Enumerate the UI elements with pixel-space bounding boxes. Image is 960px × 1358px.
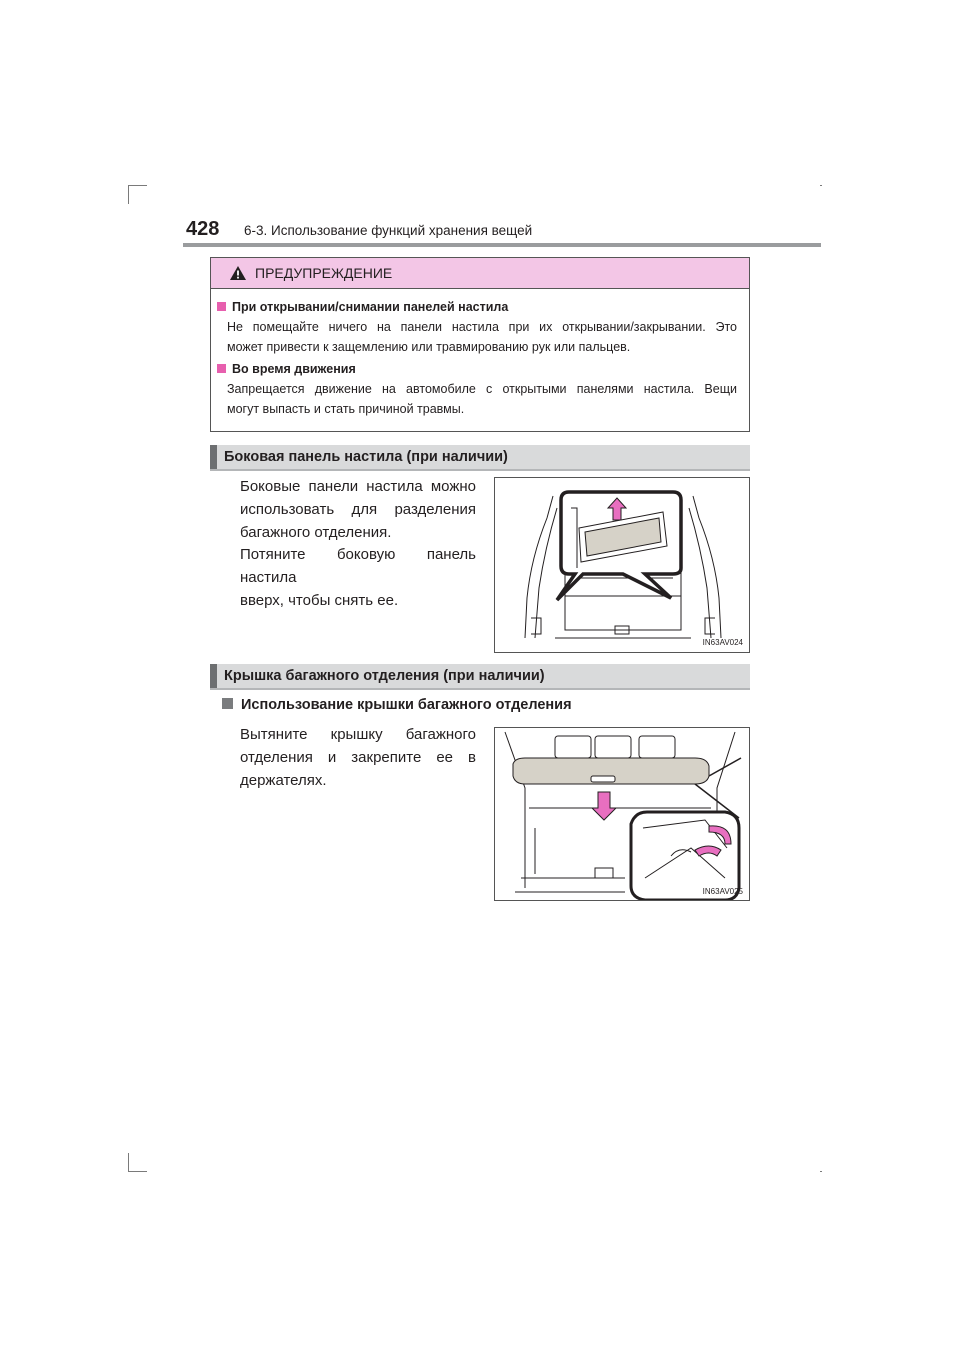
crop-mark-bottom-left-h <box>128 1171 147 1172</box>
section-heading-text: Крышка багажного отделения (при наличии) <box>224 668 545 684</box>
warning-header <box>211 258 749 289</box>
paragraph-side-panel-use <box>240 475 476 544</box>
text-line: использовать для разделения <box>240 501 476 518</box>
paragraph-cover-pull <box>240 723 476 792</box>
subheading-cover-use <box>222 697 572 713</box>
warning-box <box>210 257 750 432</box>
paragraph-side-panel-remove <box>240 543 476 612</box>
warning-icon <box>229 265 247 281</box>
section-title: 6-3. Использование функций хранения вещей <box>244 223 533 238</box>
text-line: Вытяните крышку багажного <box>240 726 476 743</box>
section-heading-tonneau-cover <box>210 664 750 690</box>
section-heading-bar <box>210 445 217 469</box>
text-line: отделения и закрепите ее в <box>240 749 476 766</box>
crop-mark-bottom-left-v <box>128 1153 129 1172</box>
warning-item-line: могут выпасть и стать причиной травмы. <box>227 402 465 416</box>
warning-item <box>217 297 737 357</box>
header-rule <box>183 243 821 247</box>
warning-item-heading: Во время движения <box>232 362 356 376</box>
figure-side-panel <box>494 477 750 653</box>
crop-mark-top-left-h <box>128 185 147 186</box>
warning-item-line: Запрещается движение на автомобиле с открытыми панелями настила. Вещи <box>227 382 737 396</box>
text-line: Боковые панели настила можно <box>240 478 476 495</box>
text-line: вверх, чтобы снять ее. <box>240 592 399 609</box>
page-number: 428 <box>186 218 220 240</box>
figure-code: IN63AV025 <box>702 887 743 896</box>
trunk-side-panel-illustration <box>495 478 750 653</box>
warning-item <box>217 359 737 419</box>
crop-mark-top-right <box>820 185 822 186</box>
section-heading-bar <box>210 664 217 688</box>
text-line: держателях. <box>240 772 327 789</box>
text-line: Потяните боковую панель настила <box>240 546 476 586</box>
tonneau-cover-illustration <box>495 728 750 901</box>
section-heading-text: Боковая панель настила (при наличии) <box>224 449 508 465</box>
figure-code: IN63AV024 <box>702 638 743 647</box>
section-heading-side-panel <box>210 445 750 471</box>
warning-item-heading: При открывании/снимании панелей настила <box>232 300 509 314</box>
bullet-square-icon <box>217 302 226 311</box>
crop-mark-top-left-v <box>128 185 129 204</box>
subheading-text: Использование крышки багажного отделения <box>241 697 572 713</box>
warning-title: ПРЕДУПРЕЖДЕНИЕ <box>255 265 393 281</box>
text-line: багажного отделения. <box>240 524 392 541</box>
bullet-square-icon <box>217 364 226 373</box>
warning-item-line: Не помещайте ничего на панели настила при их открывании/закрывании. Это <box>227 320 737 334</box>
bullet-square-icon <box>222 698 233 709</box>
figure-tonneau-cover <box>494 727 750 901</box>
warning-item-line: может привести к защемлению или травмированию рук или пальцев. <box>227 340 631 354</box>
crop-mark-bottom-right <box>820 1171 822 1172</box>
